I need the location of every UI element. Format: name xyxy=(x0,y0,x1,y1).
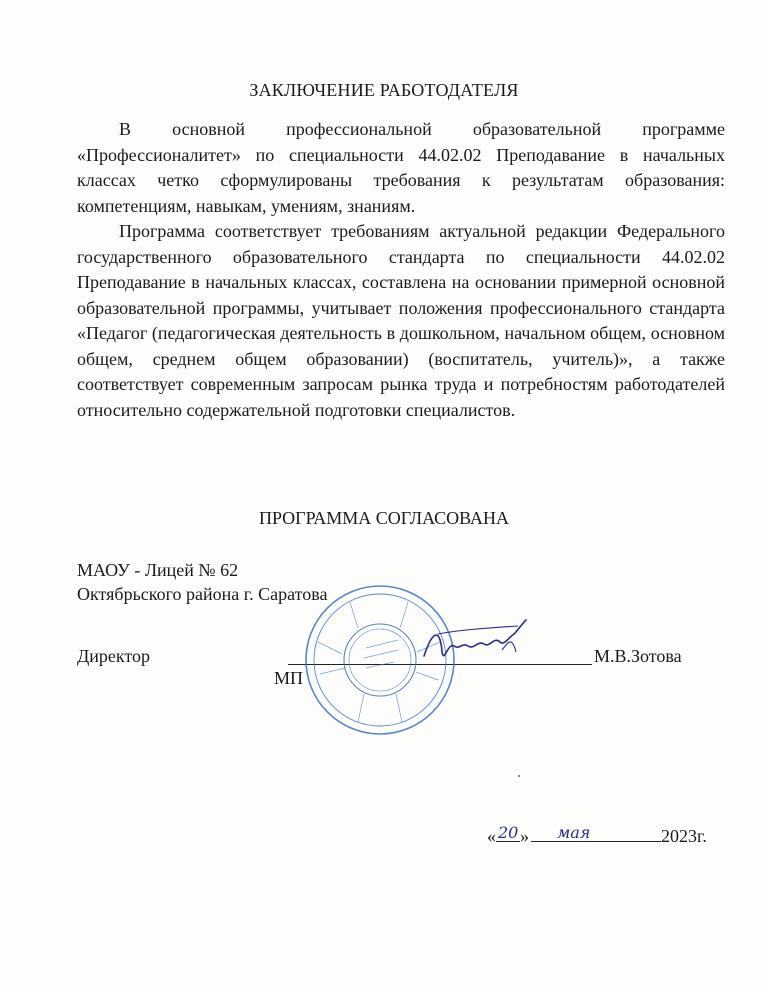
date-line xyxy=(487,823,707,847)
organization-block xyxy=(77,558,328,606)
signature-line xyxy=(288,664,592,665)
position-label: Директор xyxy=(77,646,151,666)
date-day-handwritten: 20 xyxy=(498,823,519,842)
date-year: 2023г. xyxy=(661,826,707,846)
seal-label: МП xyxy=(274,668,304,688)
seal-stamp-icon xyxy=(290,582,470,742)
date-month-field xyxy=(531,823,661,842)
signature-icon xyxy=(418,612,530,672)
date-day-field xyxy=(496,823,520,842)
date-open-quote: « xyxy=(487,826,496,846)
document-title: ЗАКЛЮЧЕНИЕ РАБОТОДАТЕЛЯ xyxy=(249,80,519,100)
agreed-heading: ПРОГРАММА СОГЛАСОВАНА xyxy=(258,508,510,528)
date-month-handwritten: мая xyxy=(557,823,591,842)
document-body xyxy=(77,117,725,423)
organization-district: Октябрьского района г. Саратова xyxy=(77,584,328,604)
paragraph-2: Программа соответствует требованиям актуальной редакции Федерального государственного образовательного стандарта по специальности 44.02.02 Преподавание в начальных классах, составлена на основании примерной основной образовательной программы, учитывает положения профессионального стандарта «Педагог (педагогическая деятельность в дошкольном, начальном общем, основном общем, среднем общем образовании) (воспитатель, учитель)», а также соответствует современным запросам рынка труда и потребностям работодателей относительно содержательной подготовки специалистов. xyxy=(77,221,725,420)
date-close-quote: » xyxy=(520,826,529,846)
signatory-name: М.В.Зотова xyxy=(594,646,682,666)
scan-speck xyxy=(518,775,520,777)
organization-name: МАОУ - Лицей № 62 xyxy=(77,560,239,580)
paragraph-1: В основной профессиональной образовательной программе «Профессионалитет» по специальности 44.02.02 Преподавание в начальных классах четко сформулированы требования к результатам образования: компетенциям, навыкам, умениям, знаниям. xyxy=(77,119,725,216)
